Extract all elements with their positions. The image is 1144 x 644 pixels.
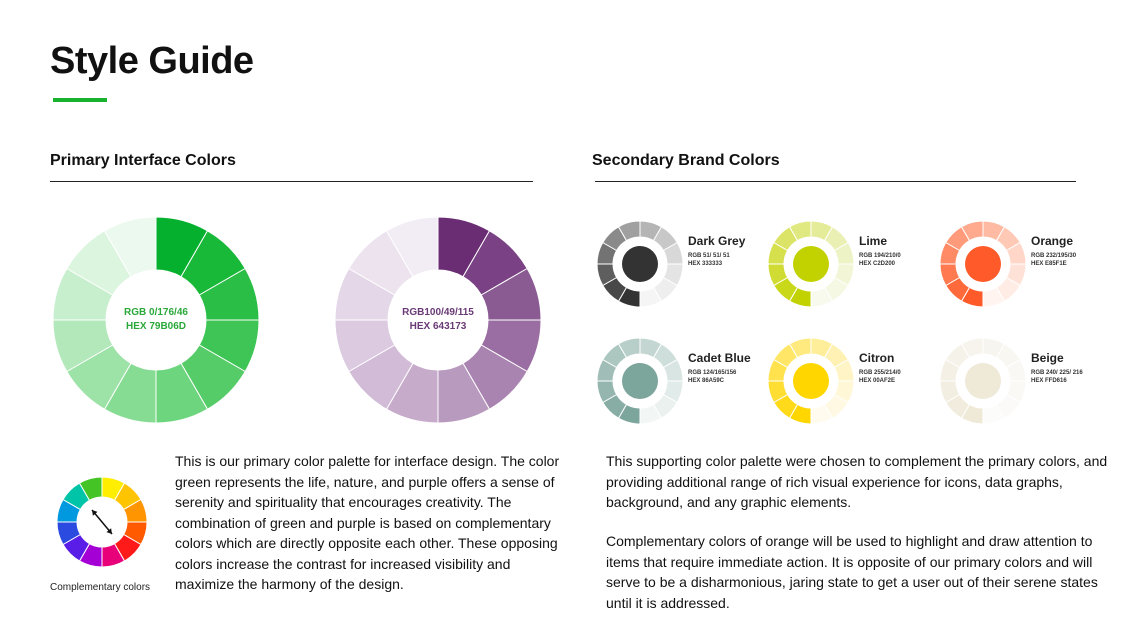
purple-rgb-value: RGB100/49/115 bbox=[402, 307, 474, 318]
secondary-section-divider bbox=[595, 181, 1076, 182]
swatch-hex-value: HEX 333333 bbox=[688, 261, 723, 267]
swatch-lime bbox=[767, 220, 927, 310]
color-wheel-caption: Complementary colors bbox=[50, 582, 151, 593]
primary-description: This is our primary color palette for interface design. The color green represents the life, nature, and purple offers a sense of serenity and spirituality that encourages creativity. The combination of green and purple is based on complementary colors which are directly opposite each other. These opposing colors increase the contrast for increased visibility and maximize the harmony of the design. bbox=[175, 453, 560, 592]
color-wheel-icon bbox=[56, 476, 148, 568]
secondary-description-1: This supporting color palette were chosen to complement the primary colors, and providing additional range of rich visual experience for icons, data graphs, background, and any graphic elements. bbox=[606, 453, 1108, 510]
beige-ring-graphic bbox=[939, 337, 1027, 425]
swatch-core bbox=[965, 246, 1001, 282]
swatch-name: Beige bbox=[1031, 351, 1064, 365]
swatch-core bbox=[965, 363, 1001, 399]
complementary-color-wheel bbox=[56, 476, 148, 573]
secondary-section-heading: Secondary Brand Colors bbox=[592, 152, 780, 169]
green-rgb-value: RGB 0/176/46 bbox=[124, 307, 188, 318]
page-title: Style Guide bbox=[50, 40, 254, 82]
purple-hex-value: HEX 643173 bbox=[409, 321, 467, 332]
dark-grey-ring-graphic bbox=[596, 220, 684, 308]
swatch-hex-value: HEX 00AF2E bbox=[859, 378, 896, 384]
swatch-hex-value: HEX FFD616 bbox=[1031, 378, 1067, 384]
green-hex-value: HEX 79B06D bbox=[125, 321, 187, 332]
swatch-citron bbox=[767, 337, 927, 427]
swatch-name: Orange bbox=[1031, 234, 1074, 248]
citron-ring-graphic bbox=[767, 337, 855, 425]
swatch-rgb-value: RGB 255/214/0 bbox=[859, 370, 901, 376]
swatch-cadet-blue bbox=[596, 337, 756, 427]
swatch-core bbox=[622, 246, 658, 282]
lime-ring-graphic bbox=[767, 220, 855, 308]
swatch-hex-value: HEX C2D200 bbox=[859, 261, 896, 267]
green-color-ring bbox=[53, 217, 259, 423]
swatch-core bbox=[793, 363, 829, 399]
swatch-beige bbox=[939, 337, 1099, 427]
green-color-values bbox=[53, 217, 259, 423]
swatch-name: Cadet Blue bbox=[688, 351, 751, 365]
swatch-dark-grey bbox=[596, 220, 756, 310]
swatch-name: Dark Grey bbox=[688, 234, 746, 248]
swatch-hex-value: HEX 86A59C bbox=[688, 378, 725, 384]
purple-color-values bbox=[335, 217, 541, 423]
secondary-description-2: Complementary colors of orange will be used to highlight and draw attention to items that require immediate action. It is opposite of our primary colors and will serve to be a disharmonious, jaring state to get a user out of their serene states until it is addressed. bbox=[606, 533, 1098, 611]
orange-ring-graphic bbox=[939, 220, 1027, 308]
swatch-rgb-value: RGB 232/195/30 bbox=[1031, 253, 1077, 259]
primary-section-divider bbox=[50, 181, 533, 182]
swatch-core bbox=[793, 246, 829, 282]
swatch-orange bbox=[939, 220, 1099, 310]
swatch-name: Lime bbox=[859, 234, 888, 248]
swatch-core bbox=[622, 363, 658, 399]
swatch-name: Citron bbox=[859, 351, 895, 365]
swatch-rgb-value: RGB 194/210/0 bbox=[859, 253, 901, 259]
title-underline bbox=[53, 98, 107, 102]
cadet-blue-ring-graphic bbox=[596, 337, 684, 425]
swatch-rgb-value: RGB 51/ 51/ 51 bbox=[688, 253, 730, 259]
swatch-rgb-value: RGB 124/165/156 bbox=[688, 370, 737, 376]
primary-section-heading: Primary Interface Colors bbox=[50, 152, 236, 169]
purple-color-ring bbox=[335, 217, 541, 423]
swatch-rgb-value: RGB 240/ 225/ 216 bbox=[1031, 370, 1083, 376]
swatch-hex-value: HEX E85F1E bbox=[1031, 261, 1067, 267]
